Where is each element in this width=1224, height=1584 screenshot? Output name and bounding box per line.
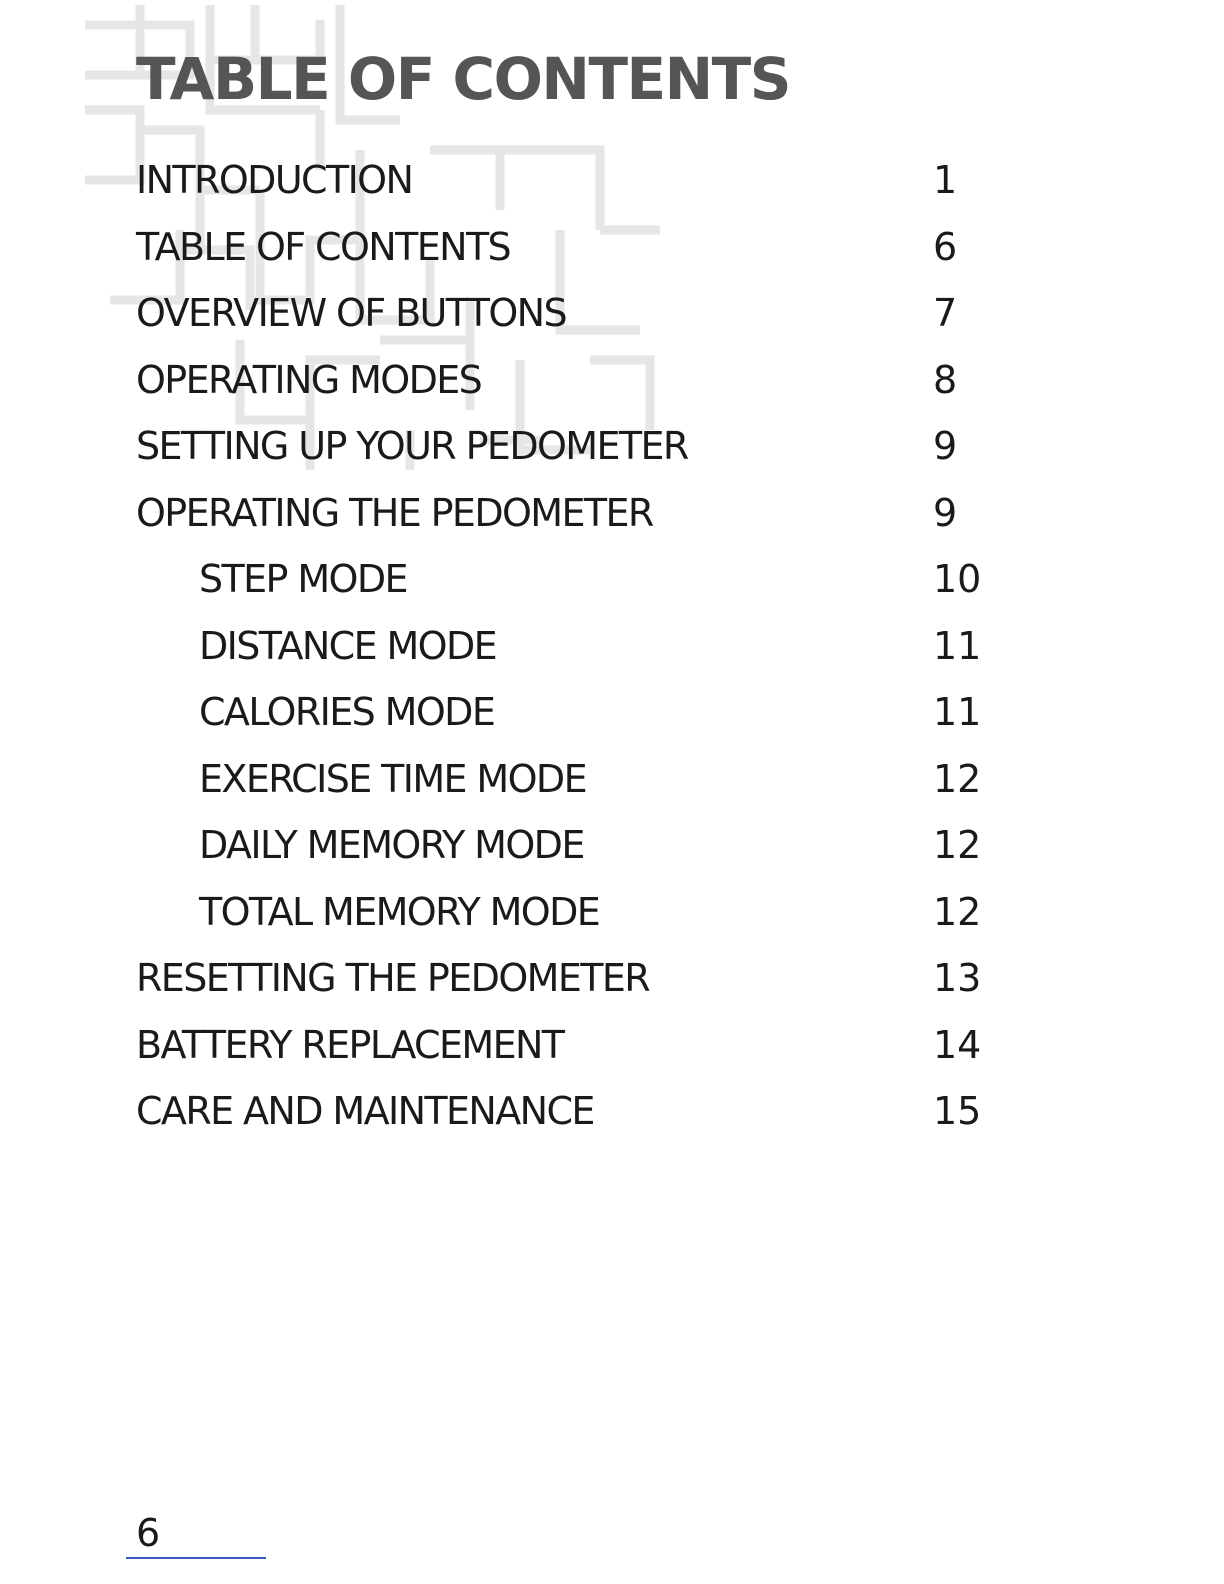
toc-entry-page-number: 6 [933,224,958,269]
toc-entry[interactable] [0,815,1224,882]
toc-entry[interactable] [0,749,1224,816]
toc-entry-title: STEP MODE [199,557,407,601]
toc-entry-page-number: 10 [933,557,982,601]
toc-entry-title: EXERCISE TIME MODE [199,756,586,801]
toc-entry-title: RESETTING THE PEDOMETER [136,956,650,1000]
toc-entry[interactable] [0,616,1224,683]
toc-entry[interactable] [0,350,1224,417]
toc-entry-page-number: 12 [933,823,982,867]
toc-entry-page-number: 15 [933,1089,982,1133]
toc-entry[interactable] [0,882,1224,949]
toc-entry-page-number: 12 [933,756,982,801]
toc-entry-title: INTRODUCTION [136,158,413,202]
toc-entry-title: OPERATING THE PEDOMETER [136,490,653,535]
toc-entry[interactable] [0,416,1224,483]
toc-entry-page-number: 13 [933,956,982,1000]
toc-entry[interactable] [0,150,1224,217]
toc-entry-page-number: 11 [933,623,982,668]
toc-entry[interactable] [0,549,1224,616]
toc-entry-title: CALORIES MODE [199,690,495,734]
toc-list [0,150,1224,1148]
toc-entry-page-number: 7 [933,291,958,335]
toc-entry[interactable] [0,1081,1224,1148]
toc-entry-title: DAILY MEMORY MODE [199,823,584,867]
toc-entry[interactable] [0,948,1224,1015]
toc-entry[interactable] [0,483,1224,550]
toc-entry-page-number: 14 [933,1022,982,1067]
toc-entry-page-number: 11 [933,690,982,734]
table-of-contents-heading: TABLE OF CONTENTS [136,45,791,113]
toc-entry[interactable] [0,682,1224,749]
toc-entry[interactable] [0,283,1224,350]
toc-entry-title: TABLE OF CONTENTS [136,224,511,269]
toc-entry-title: CARE AND MAINTENANCE [136,1089,594,1133]
toc-entry-title: SETTING UP YOUR PEDOMETER [136,424,688,468]
toc-entry-title: TOTAL MEMORY MODE [199,889,600,934]
toc-entry-page-number: 12 [933,889,982,934]
toc-entry-page-number: 1 [933,158,958,202]
toc-entry-title: DISTANCE MODE [199,623,497,668]
toc-entry-page-number: 8 [933,357,958,402]
toc-entry-title: OPERATING MODES [136,357,482,402]
page-number-underline [126,1557,266,1559]
page-number: 6 [136,1511,161,1555]
toc-entry[interactable] [0,217,1224,284]
toc-entry-page-number: 9 [933,424,958,468]
toc-entry-title: OVERVIEW OF BUTTONS [136,291,566,335]
toc-entry[interactable] [0,1015,1224,1082]
toc-entry-title: BATTERY REPLACEMENT [136,1022,564,1067]
toc-entry-page-number: 9 [933,490,958,535]
